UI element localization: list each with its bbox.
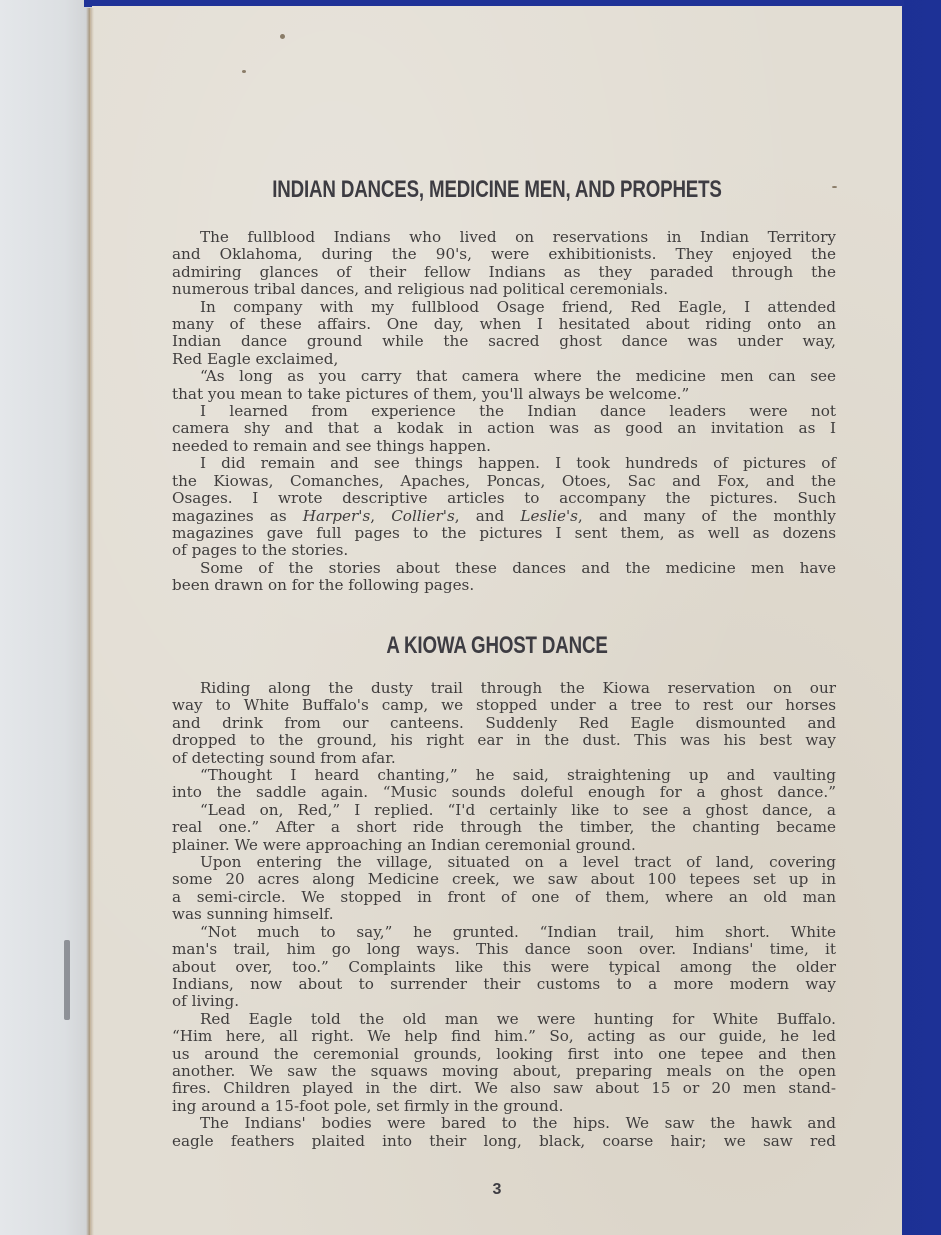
text-line: another. We saw the squaws moving about, preparing meals on the open (172, 1061, 836, 1080)
text-line: The Indians' bodies were bared to the hips. We saw the hawk and (200, 1114, 836, 1133)
paragraph (172, 767, 836, 802)
text-line: that you mean to take pictures of them, you'll always be welcome.” (172, 384, 690, 403)
text-line: needed to remain and see things happen. (172, 436, 491, 455)
text-line: dropped to the ground, his right ear in the dust. This was his best way (172, 731, 836, 750)
text-line: plainer. We were approaching an Indian ceremonial ground. (172, 835, 636, 854)
text-line: admiring glances of their fellow Indians as they paraded through the (172, 262, 836, 281)
paragraph (172, 802, 836, 854)
text-line: In company with my fullblood Osage friend, Red Eagle, I attended (200, 297, 836, 316)
paragraph (172, 924, 836, 1011)
text-line: eagle feathers plaited into their long, black, coarse hair; we saw red (172, 1131, 836, 1150)
text-line: into the saddle again. “Music sounds doleful enough for a ghost dance.” (172, 783, 836, 802)
left-page-edge (0, 0, 92, 1235)
text-line: of detecting sound from afar. (172, 748, 396, 767)
text-line-magazines: magazines as Harper's, Collier's, and Leslie's, and many of the monthly (172, 506, 836, 525)
text-line: I did remain and see things happen. I took hundreds of pictures of (200, 454, 836, 473)
text-line: about over, too.” Complaints like this were typical among the older (172, 957, 836, 976)
magazine-title: Harper's (302, 506, 371, 525)
text-line: Upon entering the village, situated on a level tract of land, covering (200, 853, 836, 872)
text-line: numerous tribal dances, and religious nad political ceremonials. (172, 280, 669, 299)
text-line: was sunning himself. (172, 905, 334, 924)
text-line: Osages. I wrote descriptive articles to accompany the pictures. Such (172, 489, 836, 508)
paragraph (172, 229, 836, 299)
text-line: Red Eagle exclaimed, (172, 349, 339, 368)
magazine-title: Leslie's (520, 506, 578, 525)
text-line: “Him here, all right. We help find him.” So, acting as our guide, he led (172, 1027, 836, 1046)
book-gutter (86, 8, 94, 1235)
paragraph (172, 1115, 836, 1150)
text-line: fires. Children played in the dirt. We also saw about 15 or 20 men stand- (172, 1079, 836, 1098)
paragraph (172, 1011, 836, 1115)
text-line: real one.” After a short ride through the timber, the chanting became (172, 818, 836, 837)
text-line: I learned from experience the Indian dance leaders were not (200, 402, 836, 421)
text-line: camera shy and that a kodak in action was as good an invitation as I (172, 419, 836, 438)
text-line: and drink from our canteens. Suddenly Red Eagle dismounted and (172, 713, 836, 732)
text-line: “Lead on, Red,” I replied. “I'd certainly like to see a ghost dance, a (200, 800, 836, 819)
text-line: Red Eagle told the old man we were hunting for White Buffalo. (200, 1009, 836, 1028)
section-body (172, 680, 836, 1150)
text-line: man's trail, him go long ways. This dance soon over. Indians' time, it (172, 940, 836, 959)
paragraph (172, 560, 836, 595)
text-line: a semi-circle. We stopped in front of one of them, where an old man (172, 887, 836, 906)
text-line: of living. (172, 992, 240, 1011)
text-line: been drawn on for the following pages. (172, 576, 475, 595)
text-line: Riding along the dusty trail through the Kiowa reservation on our (200, 679, 836, 697)
book-page (92, 6, 902, 1235)
paragraph (172, 455, 836, 559)
text-line: way to White Buffalo's camp, we stopped under a tree to rest our horses (172, 696, 836, 715)
text-line: us around the ceremonial grounds, looking first into one tepee and then (172, 1044, 836, 1063)
text-line: some 20 acres along Medicine creek, we saw about 100 tepees set up in (172, 870, 836, 889)
page-number: 3 (492, 1181, 502, 1198)
text-line: the Kiowas, Comanches, Apaches, Poncas, Otoes, Sac and Fox, and the (172, 471, 836, 490)
text-line: The fullblood Indians who lived on reservations in Indian Territory (200, 228, 836, 246)
text-line: Some of the stories about these dances and the medicine men have (200, 558, 836, 577)
paragraph (172, 403, 836, 455)
paragraph (172, 854, 836, 924)
text-line: many of these affairs. One day, when I hesitated about riding onto an (172, 315, 836, 334)
paragraph (172, 368, 836, 403)
text-line: “Not much to say,” he grunted. “Indian trail, him short. White (200, 922, 836, 941)
text-line: Indian dance ground while the sacred ghost dance was under way, (172, 332, 836, 351)
section-heading: A KIOWA GHOST DANCE (386, 632, 608, 659)
text-line: “As long as you carry that camera where the medicine men can see (200, 367, 836, 386)
text-line: and Oklahoma, during the 90's, were exhibitionists. They enjoyed the (172, 245, 836, 264)
paragraph (172, 299, 836, 369)
magazine-title: Collier's (391, 506, 455, 525)
paragraph (172, 680, 836, 767)
text-line: “Thought I heard chanting,” he said, straightening up and vaulting (200, 766, 836, 785)
text-line: ing around a 15-foot pole, set firmly in the ground. (172, 1096, 564, 1115)
text-line: magazines gave full pages to the pictures I sent them, as well as dozens (172, 523, 836, 542)
text-line: of pages to the stories. (172, 541, 349, 560)
section-heading: INDIAN DANCES, MEDICINE MEN, AND PROPHETS (272, 176, 722, 203)
section-body (172, 229, 836, 595)
gutter-mark (64, 940, 70, 1020)
text-line: Indians, now about to surrender their customs to a more modern way (172, 974, 836, 993)
